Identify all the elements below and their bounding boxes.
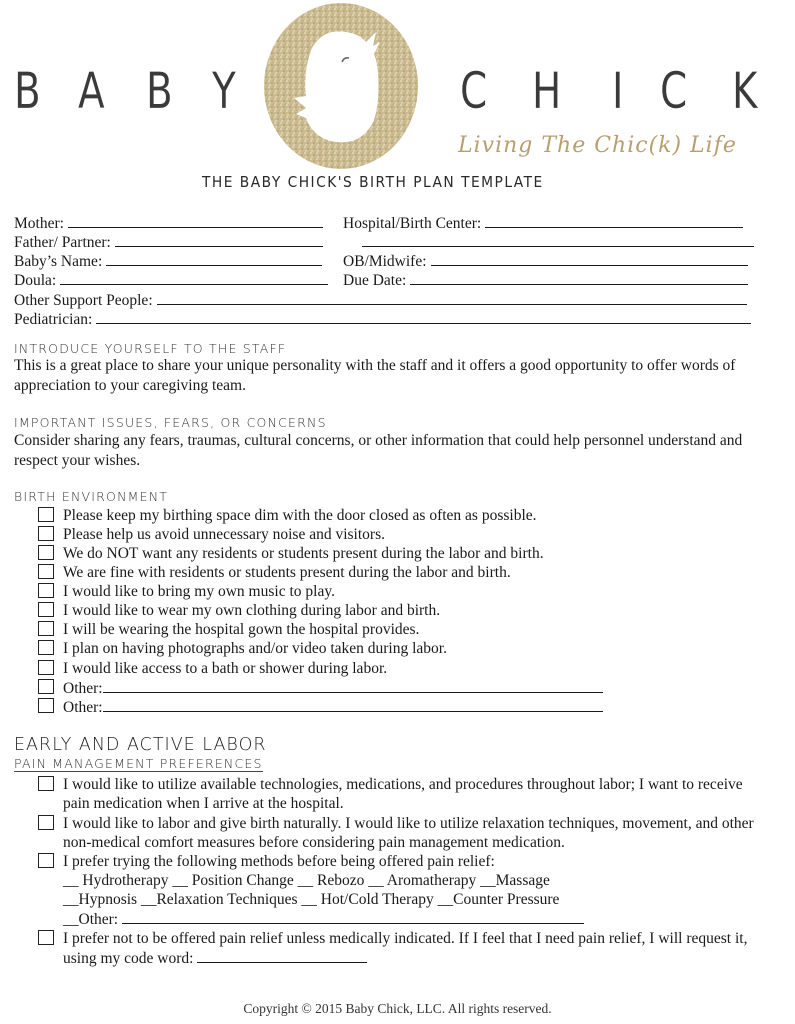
tagline: Living The Chic(k) Life xyxy=(458,133,737,158)
brand-letter: H xyxy=(532,62,562,120)
field-blank-line[interactable] xyxy=(362,232,754,247)
field-label: Pediatrician: xyxy=(14,311,93,328)
field-hospital[interactable] xyxy=(343,213,743,233)
checklist-item-label: We are fine with residents or students present during the labor and birth. xyxy=(63,564,511,581)
checklist-item-label xyxy=(63,929,763,968)
methods-line-1: __ Hydrotherapy __ Position Change __ Rebozo __ Aromatherapy __Massage xyxy=(63,872,550,889)
checklist-item-label xyxy=(63,697,603,717)
brand-letter: A xyxy=(78,62,105,120)
code-word-text: I prefer not to be offered pain relief unless medically indicated. If I feel that I need pain relief, I will request it, using my code word: xyxy=(63,930,748,967)
copyright-footer: Copyright © 2015 Baby Chick, LLC. All rights reserved. xyxy=(243,1001,552,1016)
field-label: Mother: xyxy=(14,215,64,232)
checkbox[interactable] xyxy=(38,640,54,655)
field-blank-line[interactable] xyxy=(157,290,747,305)
checklist-item-label: I prefer trying the following methods before being offered pain relief: xyxy=(63,853,495,870)
checkbox[interactable] xyxy=(38,660,54,675)
field-other-support[interactable] xyxy=(14,290,747,310)
checkbox[interactable] xyxy=(38,602,54,617)
checklist-item-label xyxy=(63,678,603,698)
methods-other xyxy=(63,909,584,929)
brand-letter: B xyxy=(14,62,41,120)
field-doula[interactable] xyxy=(14,270,328,290)
brand-word-chick xyxy=(460,62,780,122)
field-label: Father/ Partner: xyxy=(14,234,111,251)
field-ob-midwife[interactable] xyxy=(343,251,748,271)
field-father-partner[interactable] xyxy=(14,232,323,252)
brand-letter: I xyxy=(612,62,624,120)
field-label: Doula: xyxy=(14,272,57,289)
checkbox[interactable] xyxy=(38,545,54,560)
brand-letter: C xyxy=(460,62,488,120)
other-blank-line[interactable] xyxy=(103,678,603,693)
section-heading-concerns: IMPORTANT ISSUES, FEARS, OR CONCERNS xyxy=(14,415,327,430)
field-label: Baby’s Name: xyxy=(14,253,103,270)
field-blank-line[interactable] xyxy=(60,270,328,285)
field-due-date[interactable] xyxy=(343,270,748,290)
checklist-item-label: I would like to utilize available technologies, medications, and procedures throughout labor; I want to receive pain medication when I arrive at the hospital. xyxy=(63,776,743,812)
checklist-item-label: I would like to bring my own music to play. xyxy=(63,583,335,600)
field-label: Other Support People: xyxy=(14,292,153,309)
field-label: Hospital/Birth Center: xyxy=(343,215,482,232)
field-blank-line[interactable] xyxy=(96,309,751,324)
brand-letter: B xyxy=(146,62,173,120)
checklist-item-label: I will be wearing the hospital gown the hospital provides. xyxy=(63,621,420,638)
section-heading-birth-environment: BIRTH ENVIRONMENT xyxy=(14,489,169,504)
checkbox[interactable] xyxy=(38,526,54,541)
checklist-item-label: I would like access to a bath or shower during labor. xyxy=(63,660,388,677)
field-blank-line[interactable] xyxy=(485,213,743,228)
other-blank-line[interactable] xyxy=(103,697,603,712)
checklist-item-label: I would like to wear my own clothing during labor and birth. xyxy=(63,602,441,619)
methods-line-2: __Hypnosis __Relaxation Techniques __ Hot/Cold Therapy __Counter Pressure xyxy=(63,891,560,908)
field-blank-line[interactable] xyxy=(68,213,323,228)
field-blank-line[interactable] xyxy=(431,251,748,266)
field-label: Due Date: xyxy=(343,272,407,289)
checkbox[interactable] xyxy=(38,583,54,598)
field-babys-name[interactable] xyxy=(14,251,322,271)
checkbox[interactable] xyxy=(38,564,54,579)
checkbox[interactable] xyxy=(38,815,54,830)
document-title: THE BABY CHICK'S BIRTH PLAN TEMPLATE xyxy=(202,173,544,191)
checkbox[interactable] xyxy=(38,853,54,868)
section-body-concerns: Consider sharing any fears, traumas, cultural concerns, or other information that could help personnel understand and respect your wishes. xyxy=(14,432,743,469)
brand-letter: K xyxy=(732,62,758,120)
field-hospital-line2[interactable] xyxy=(362,232,754,252)
field-pediatrician[interactable] xyxy=(14,309,751,329)
field-blank-line[interactable] xyxy=(410,270,748,285)
checkbox[interactable] xyxy=(38,679,54,694)
field-label: OB/Midwife: xyxy=(343,253,427,270)
section-subheading-pain-management: PAIN MANAGEMENT PREFERENCES xyxy=(14,756,263,771)
checkbox[interactable] xyxy=(38,621,54,636)
checkbox[interactable] xyxy=(38,698,54,713)
methods-other-label: __Other: xyxy=(63,911,119,928)
code-word-blank-line[interactable] xyxy=(197,948,367,963)
section-heading-early-active-labor: EARLY AND ACTIVE LABOR xyxy=(14,735,267,755)
checklist-item-label: I plan on having photographs and/or video taken during labor. xyxy=(63,640,447,657)
field-blank-line[interactable] xyxy=(115,232,323,247)
section-body-introduce: This is a great place to share your unique personality with the staff and it offers a good opportunity to offer words of appreciation to your caregiving team. xyxy=(14,357,736,394)
checkbox[interactable] xyxy=(38,930,54,945)
other-label: Other: xyxy=(63,680,103,697)
checklist-item-label: I would like to labor and give birth naturally. I would like to utilize relaxation techniques, movement, and other non-medical comfort measures before considering pain management medication. xyxy=(63,815,754,851)
checklist-item-label: Please help us avoid unnecessary noise and visitors. xyxy=(63,526,385,543)
other-label: Other: xyxy=(63,699,103,716)
methods-other-blank-line[interactable] xyxy=(122,909,584,924)
checklist-item-label: Please keep my birthing space dim with the door closed as often as possible. xyxy=(63,507,537,524)
chick-logo-icon xyxy=(262,2,420,170)
field-blank-line[interactable] xyxy=(106,251,322,266)
checklist-item-label: We do NOT want any residents or students present during the labor and birth. xyxy=(63,545,544,562)
brand-letter: C xyxy=(660,62,688,120)
section-heading-introduce: INTRODUCE YOURSELF TO THE STAFF xyxy=(14,341,287,356)
brand-word-baby xyxy=(14,62,254,122)
brand-letter: Y xyxy=(212,62,236,120)
checkbox[interactable] xyxy=(38,507,54,522)
checkbox[interactable] xyxy=(38,776,54,791)
field-mother[interactable] xyxy=(14,213,323,233)
